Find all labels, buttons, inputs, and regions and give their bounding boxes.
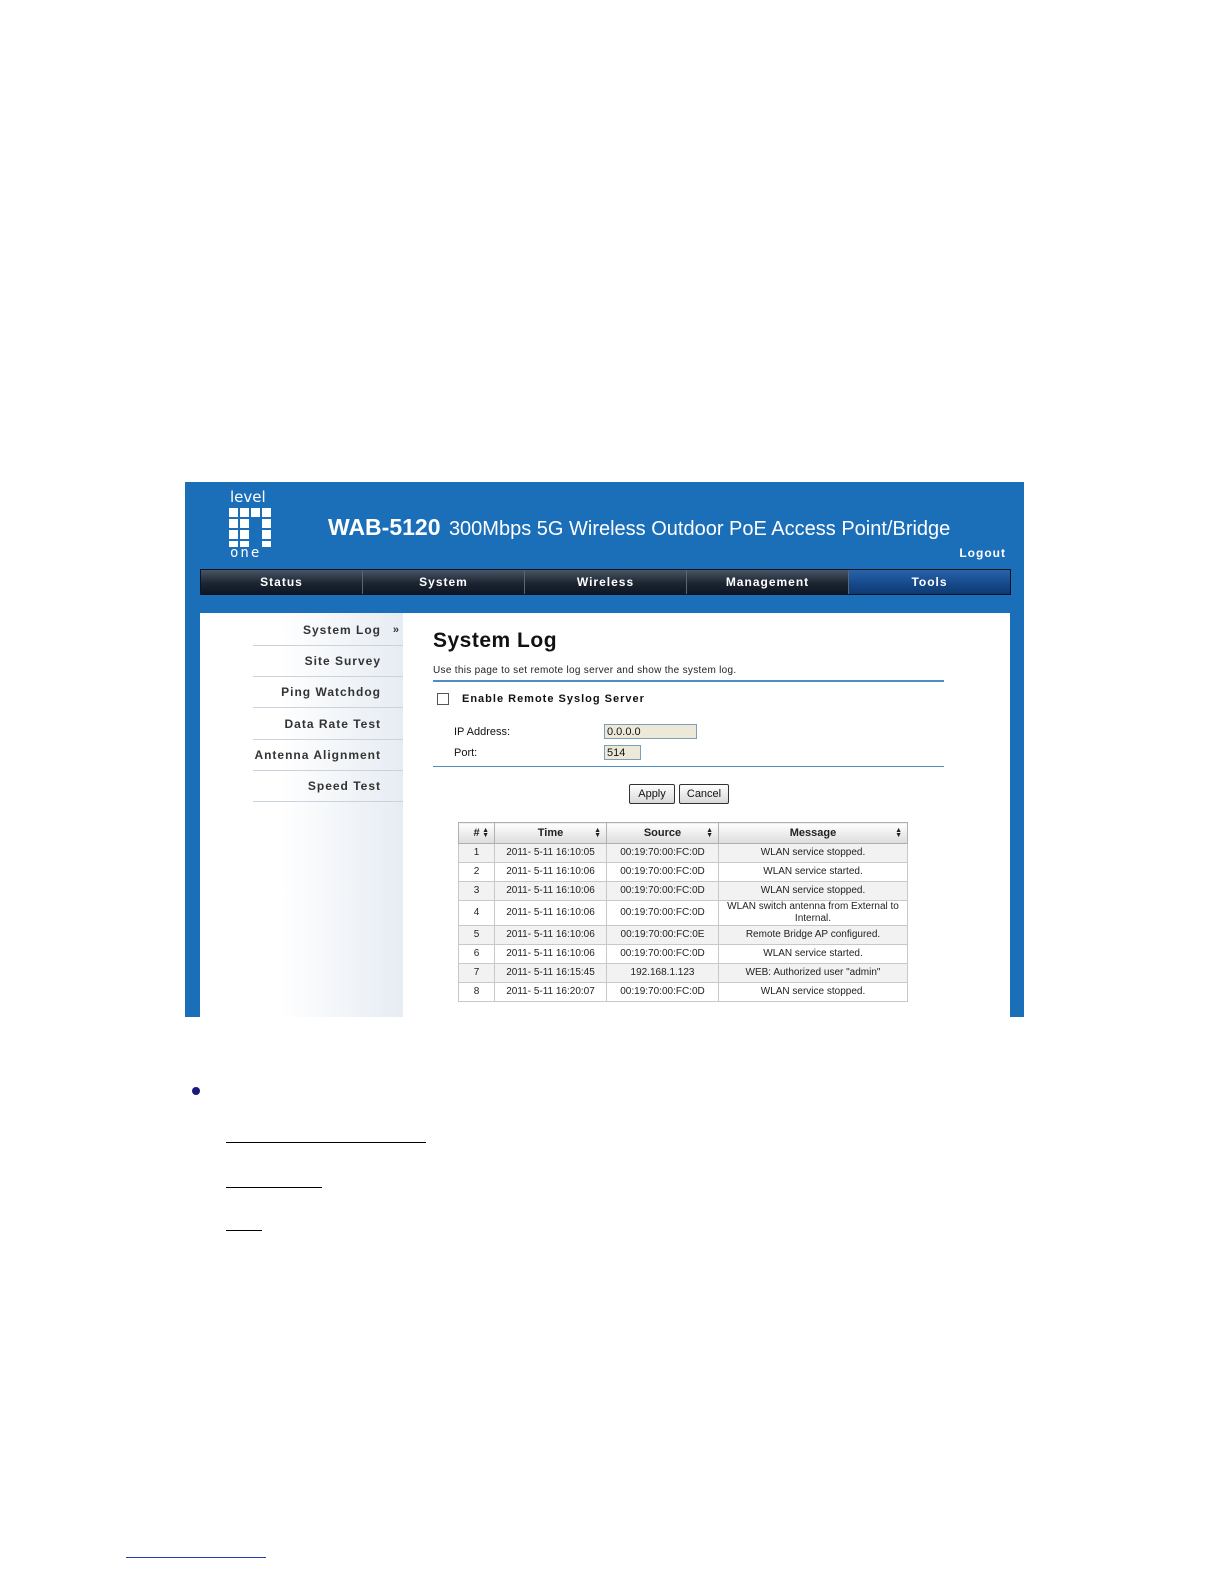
sidebar [200,613,403,1017]
sidebar-item-site-survey[interactable] [253,646,403,677]
footer-link-underline [126,1557,266,1558]
cell-number: 3 [459,882,495,901]
table-row [459,844,908,863]
cell-message: WLAN service stopped. [719,844,908,863]
enable-syslog-label: Enable Remote Syslog Server [462,693,645,705]
content-area [200,613,1010,1017]
cell-message: WLAN switch antenna from External to Internal. [719,901,908,926]
sidebar-item-label: Antenna Alignment [254,748,381,762]
column-header-source[interactable] [607,823,719,844]
sidebar-item-label: Data Rate Test [284,717,381,731]
cell-message: Remote Bridge AP configured. [719,926,908,945]
sidebar-item-system-log[interactable] [253,615,403,646]
cell-source: 00:19:70:00:FC:0D [607,844,719,863]
sidebar-item-data-rate-test[interactable] [253,709,403,740]
cell-source: 192.168.1.123 [607,964,719,983]
system-log-table [458,822,908,1002]
logo-top-text: level [230,488,266,506]
column-header-label: Message [789,827,837,839]
cell-source: 00:19:70:00:FC:0D [607,945,719,964]
cell-message: WLAN service stopped. [719,882,908,901]
cell-message: WLAN service started. [719,863,908,882]
cell-number: 1 [459,844,495,863]
column-header-number[interactable] [459,823,495,844]
sidebar-item-label: Ping Watchdog [281,685,381,699]
cell-source: 00:19:70:00:FC:0D [607,901,719,926]
underline-rule [226,1187,322,1188]
bullet-icon [192,1087,200,1095]
table-row [459,945,908,964]
main-nav [200,569,1011,595]
apply-button[interactable]: Apply [629,784,675,804]
tab-wireless[interactable]: Wireless [525,570,687,594]
cell-source: 00:19:70:00:FC:0E [607,926,719,945]
product-model: WAB-5120 [328,514,441,540]
sort-icon: ▲ ▼ [895,827,902,839]
cell-message: WEB: Authorized user "admin" [719,964,908,983]
column-header-message[interactable] [719,823,908,844]
cell-source: 00:19:70:00:FC:0D [607,983,719,1002]
levelone-logo [226,490,282,560]
cancel-button[interactable]: Cancel [679,784,729,804]
cell-time: 2011- 5-11 16:10:06 [495,901,607,926]
port-label: Port: [454,747,478,759]
underline-rule [226,1230,262,1231]
divider [433,680,944,682]
cell-message: WLAN service stopped. [719,983,908,1002]
sidebar-item-ping-watchdog[interactable] [253,677,403,708]
port-input[interactable]: 514 [604,745,641,760]
sidebar-item-label: Speed Test [307,779,381,793]
cell-number: 4 [459,901,495,926]
column-header-label: Source [643,827,682,839]
tab-status[interactable]: Status [201,570,363,594]
product-title [328,514,950,541]
sidebar-item-label: Site Survey [304,654,381,668]
cell-time: 2011- 5-11 16:10:06 [495,945,607,964]
cell-time: 2011- 5-11 16:10:06 [495,926,607,945]
table-row [459,882,908,901]
table-row [459,863,908,882]
page-description: Use this page to set remote log server and show the system log. [433,665,737,676]
cell-number: 2 [459,863,495,882]
logout-link[interactable]: Logout [959,546,1006,560]
sidebar-item-label: System Log [302,623,381,637]
cell-number: 5 [459,926,495,945]
sort-icon: ▲ ▼ [594,827,601,839]
cell-time: 2011- 5-11 16:10:05 [495,844,607,863]
column-header-label: # [473,827,480,839]
cell-time: 2011- 5-11 16:15:45 [495,964,607,983]
table-row [459,926,908,945]
cell-source: 00:19:70:00:FC:0D [607,863,719,882]
divider [433,766,944,767]
page-title: System Log [433,629,558,652]
cell-source: 00:19:70:00:FC:0D [607,882,719,901]
logo-grid-icon [229,508,273,548]
cell-number: 8 [459,983,495,1002]
underline-rule [226,1142,426,1143]
cell-time: 2011- 5-11 16:20:07 [495,983,607,1002]
enable-syslog-row [437,693,645,705]
sort-icon: ▲ ▼ [706,827,713,839]
chevron-right-icon: » [392,624,399,636]
product-description: 300Mbps 5G Wireless Outdoor PoE Access Point/Bridge [448,518,951,540]
tab-system[interactable]: System [363,570,525,594]
cell-time: 2011- 5-11 16:10:06 [495,882,607,901]
tab-tools[interactable]: Tools [849,570,1010,594]
table-row [459,964,908,983]
sidebar-item-speed-test[interactable] [253,771,403,802]
router-screenshot [185,482,1024,1017]
logo-bottom-text: one [230,545,262,561]
column-header-label: Time [537,827,564,839]
sort-icon: ▲ ▼ [482,827,489,839]
table-row [459,983,908,1002]
column-header-time[interactable] [495,823,607,844]
log-table-body [459,844,908,1002]
ip-address-input[interactable]: 0.0.0.0 [604,724,697,739]
cell-time: 2011- 5-11 16:10:06 [495,863,607,882]
table-row [459,901,908,926]
sidebar-item-antenna-alignment[interactable] [253,740,403,771]
tab-management[interactable]: Management [687,570,849,594]
ip-address-label: IP Address: [454,726,511,738]
cell-number: 7 [459,964,495,983]
cell-number: 6 [459,945,495,964]
cell-message: WLAN service started. [719,945,908,964]
enable-syslog-checkbox[interactable] [437,693,449,705]
